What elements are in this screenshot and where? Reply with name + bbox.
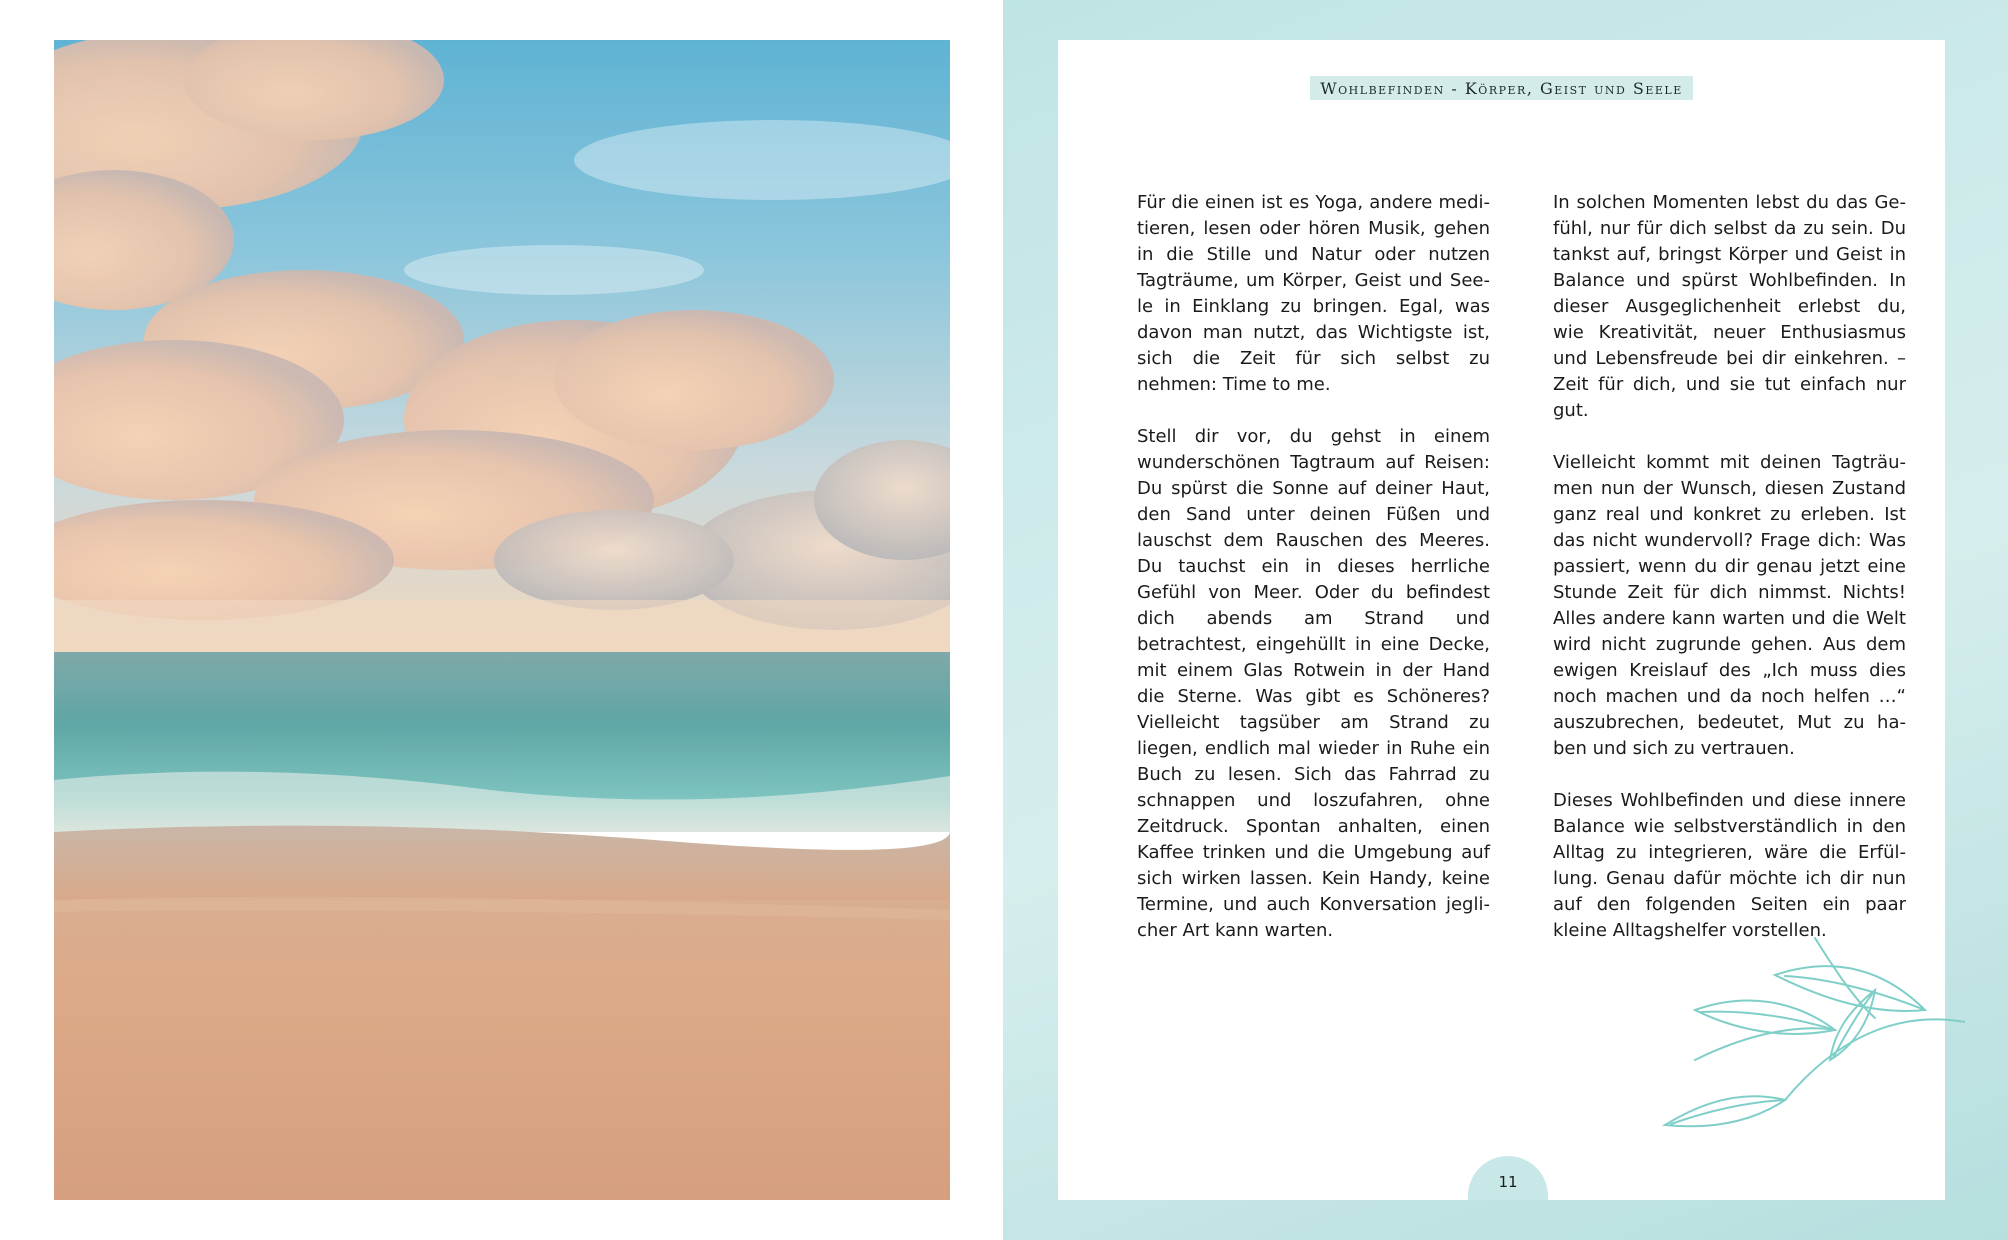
paragraph: In solchen Momenten lebst du das Gefühl, nur für dich selbst da zu sein. Du tankst auf, bringst Körper und Geist in Balance und spürst Wohlbefinden. In dieser Ausgeglichenheit erlebst du, wie Kreativität, neuer Enthusiasmus und Lebensfreude bei dir einkehren. – Zeit für dich, und sie tut einfach nur gut.	[1553, 192, 1906, 421]
left-page	[0, 0, 1003, 1240]
paragraph: Vielleicht kommt mit deinen Tagträumen nun der Wunsch, diesen Zustand ganz real und konkret zu erleben. Ist das nicht wundervoll? Frage dich: Was passiert, wenn du dir genau jetzt eine Stunde Zeit für dich nimmst. Nichts! Alles andere kann warten und die Welt wird nicht zugrunde gehen. Aus dem ewigen Kreislauf des „Ich muss dies noch machen und da noch helfen …“ auszubrechen, bedeutet, Mut zu haben und sich zu vertrauen.	[1553, 452, 1906, 759]
text-column-left	[1137, 190, 1490, 944]
right-page	[1003, 0, 2008, 1240]
leaf-branch-icon	[1635, 930, 1965, 1140]
paragraph: Dieses Wohlbefinden und diese innere Balance wie selbstverständlich in den Alltag zu integrieren, wäre die Erfüllung. Genau dafür möchte ich dir nun auf den folgenden Seiten ein paar kleine Alltagshelfer vorstellen.	[1553, 790, 1906, 941]
page-number: 11	[1498, 1173, 1518, 1191]
running-head-label: Wohlbefinden - Körper, Geist und Seele	[1310, 76, 1693, 100]
paragraph: Stell dir vor, du gehst in einem wunderschönen Tagtraum auf Reisen: Du spürst die Sonne auf deiner Haut, den Sand unter deinen Füßen und lauschst dem Rauschen des Meeres. Du tauchst ein in dieses herrliche Gefühl von Meer. Oder du befindest dich abends am Strand und betrachtest, eingehüllt in eine Decke, mit einem Glas Rotwein in der Hand die Sterne. Was gibt es Schöneres? Vielleicht tagsüber am Strand zu liegen, endlich mal wieder in Ruhe ein Buch zu lesen. Sich das Fahrrad zu schnappen und loszufahren, ohne Zeitdruck. Spontan anhalten, einen Kaffee trinken und die Umgebung auf sich wirken lassen. Kein Handy, keine Termine, und auch Konversation jeglicher Art kann warten.	[1137, 426, 1490, 941]
text-column-right	[1553, 190, 1906, 944]
paragraph: Für die einen ist es Yoga, andere meditieren, lesen oder hören Musik, gehen in die Stille und Natur oder nutzen Tagträume, um Körper, Geist und Seele in Einklang zu bringen. Egal, was davon man nutzt, das Wichtigste ist, sich die Zeit für sich selbst zu nehmen: Time to me.	[1137, 192, 1490, 395]
body-text	[1137, 190, 1906, 944]
page-number-tab	[1468, 1156, 1548, 1200]
running-head	[1058, 76, 1945, 100]
beach-sunset-photo	[54, 40, 950, 1200]
